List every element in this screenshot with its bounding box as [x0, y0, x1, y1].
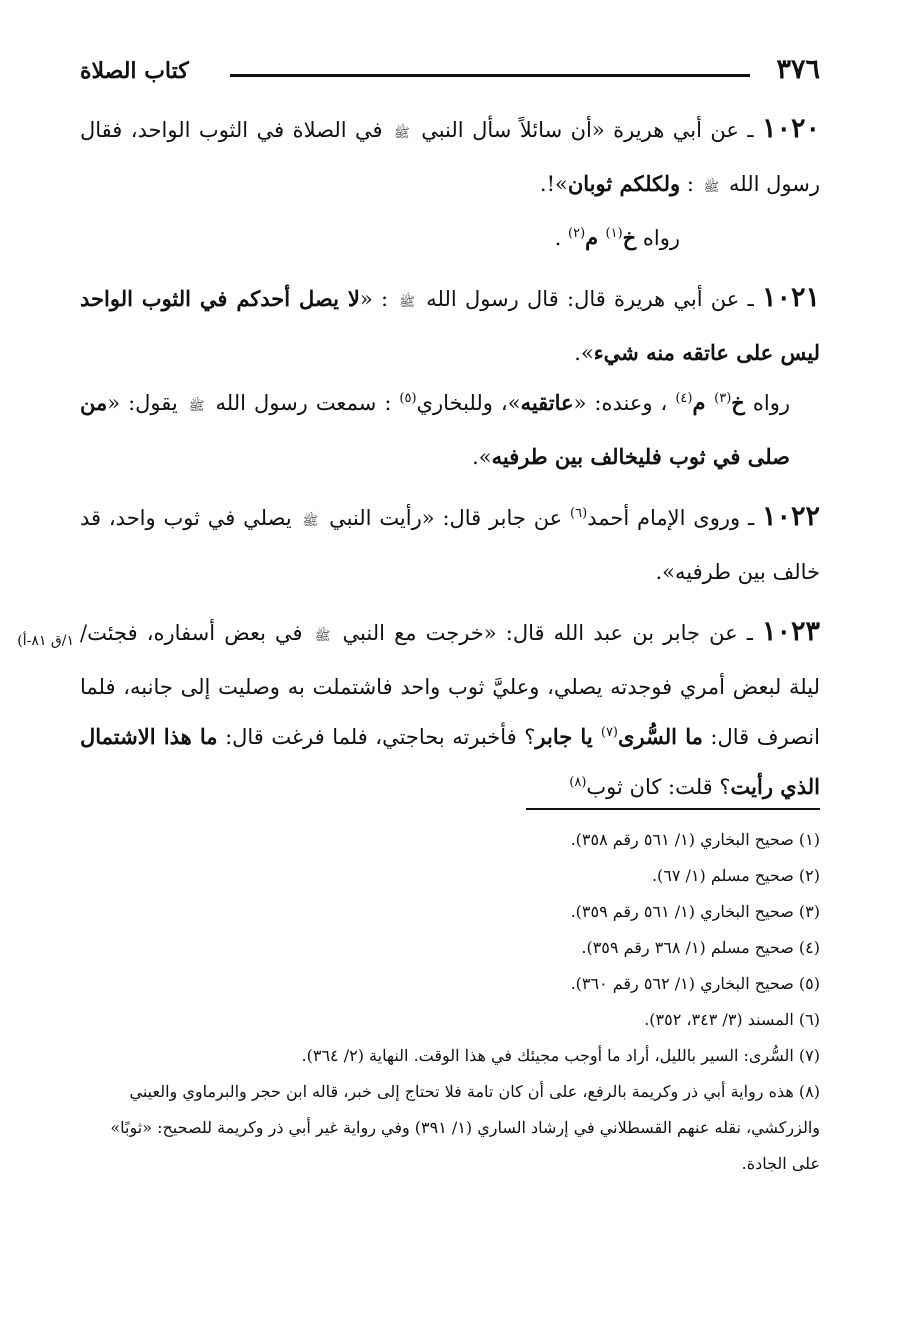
- footnote-ref: (٧): [600, 725, 618, 740]
- text-span: ـ عن جابر بن عبد الله قال: «خرجت مع النبي: [333, 621, 762, 645]
- hadith-number: ١٠٢٢: [761, 501, 820, 532]
- text-span: »!.: [539, 172, 568, 196]
- hadith-1023: [80, 607, 820, 812]
- text-span: ـ وروى الإمام أحمد: [587, 506, 762, 530]
- hadith-number: ١٠٢١: [761, 282, 820, 313]
- footnote-ref: (١): [605, 226, 623, 241]
- source-abbrev: م: [585, 225, 606, 250]
- hadith-number: ١٠٢٣: [761, 616, 820, 647]
- bold-quote: عاتقيه: [520, 390, 574, 415]
- hadith-text: [80, 273, 820, 378]
- bold-quote: يا جابر: [535, 724, 601, 749]
- footnote: (٣) صحيح البخاري (١/ ٥٦١ رقم ٣٥٩).: [570, 902, 820, 921]
- source-abbrev: خ: [731, 390, 745, 415]
- salla-glyph: ﷺ: [394, 126, 410, 141]
- hadith-text: [80, 104, 820, 213]
- salla-glyph: ﷺ: [399, 295, 415, 310]
- hadith-text: [80, 607, 820, 812]
- page-header: [80, 52, 820, 92]
- footnote-ref: (٢): [568, 226, 586, 241]
- bold-quote: لا يصل أحدكم في الثوب الواحد ليس على عاتقه منه شيء: [80, 286, 820, 365]
- text-span: في بعض أسفاره، فجئت/ ليلة لبعض أمري فوجدته يصلي، وعليَّ ثوب واحد فاشتملت به وصليت إلى جانبه، فلما انصرف قال:: [80, 621, 820, 749]
- text-span: ».: [574, 341, 594, 365]
- text-span: : سمعت رسول الله: [207, 391, 400, 415]
- hadith-source: [80, 378, 820, 482]
- text-span: رواه: [636, 226, 680, 250]
- bold-quote: ما السُّرى: [618, 724, 703, 749]
- text-span: ـ عن أبي هريرة قال: قال رسول الله: [418, 287, 762, 311]
- text-span: يصلي في ثوب واحد، قد خالف بين طرفيه».: [80, 506, 820, 584]
- footnote-ref: (٥): [399, 391, 417, 406]
- hadith-1022: [80, 492, 820, 597]
- footnote: (٤) صحيح مسلم (١/ ٣٦٨ رقم ٣٥٩).: [581, 938, 820, 957]
- footnote: (٢) صحيح مسلم (١/ ٦٧).: [651, 866, 820, 885]
- source-abbrev: م: [692, 390, 715, 415]
- source-abbrev: خ: [622, 225, 637, 250]
- text-span: ، وعنده: «: [573, 391, 676, 415]
- footnote-ref: (٣): [714, 391, 732, 406]
- footnote-ref: (٨): [569, 775, 587, 790]
- text-span: »، وللبخاري: [416, 391, 521, 415]
- salla-glyph: ﷺ: [188, 399, 205, 414]
- header-rule: [230, 74, 750, 77]
- hadith-1020: [80, 104, 820, 263]
- hadith-1021: [80, 273, 820, 482]
- text-span: : «: [359, 287, 397, 311]
- text-span: .: [554, 226, 569, 250]
- salla-glyph: ﷺ: [314, 629, 331, 644]
- bold-quote: ولكلكم ثوبان: [567, 171, 681, 196]
- text-span: :: [680, 172, 701, 196]
- text-span: ؟ قلت: كان ثوب: [586, 775, 731, 799]
- text-span: يقول: «: [107, 391, 186, 415]
- main-text: [80, 104, 820, 822]
- hadith-text: [80, 492, 820, 597]
- text-span: في الصلاة في الثوب الواحد، فقال رسول الله: [80, 118, 820, 196]
- footnote-ref: (٦): [570, 506, 588, 521]
- footnote: (٥) صحيح البخاري (١/ ٥٦٢ رقم ٣٦٠).: [570, 974, 820, 993]
- footnote: (٨) هذه رواية أبي ذر وكريمة بالرفع، على أن كان تامة فلا تحتاج إلى خبر، قاله ابن حجر والبرماوي والعيني والزركشي، نقله عنهم القسطلاني في إرشاد الساري (١/ ٣٩١) وفي رواية غير أبي ذر وكريمة للصحيح: «ثوبًا» على الجادة.: [110, 1082, 820, 1173]
- salla-glyph: ﷺ: [302, 514, 319, 529]
- margin-note: ١/ق ٨١-أ): [17, 633, 74, 649]
- text-span: ».: [472, 445, 492, 469]
- text-span: ؟ فأخبرته بحاجتي، فلما فرغت قال:: [217, 725, 536, 749]
- salla-glyph: ﷺ: [703, 180, 720, 195]
- footnote-ref: (٤): [675, 391, 693, 406]
- footnote: (٧) السُّرى: السير بالليل، أراد ما أوجب مجيئك في هذا الوقت. النهاية (٢/ ٣٦٤).: [301, 1046, 820, 1065]
- footnote-rule: [526, 808, 820, 810]
- text-span: عن جابر قال: «رأيت النبي: [321, 506, 571, 530]
- bold-quote: ما هذا الاشتمال الذي رأيت: [80, 724, 820, 799]
- hadith-source: [80, 213, 820, 263]
- footnote: (١) صحيح البخاري (١/ ٥٦١ رقم ٣٥٨).: [570, 830, 820, 849]
- hadith-number: ١٠٢٠: [761, 113, 820, 144]
- text-span: ـ عن أبي هريرة «أن سائلاً سأل النبي: [412, 118, 762, 142]
- footnotes: [80, 822, 820, 1182]
- page-number: ٣٧٦: [776, 54, 820, 85]
- footnote: (٦) المسند (٣/ ٣٤٣، ٣٥٢).: [644, 1010, 820, 1029]
- chapter-title: كتاب الصلاة: [80, 58, 189, 84]
- text-span: رواه: [744, 391, 790, 415]
- bold-quote: من صلى في ثوب فليخالف بين طرفيه: [80, 390, 790, 469]
